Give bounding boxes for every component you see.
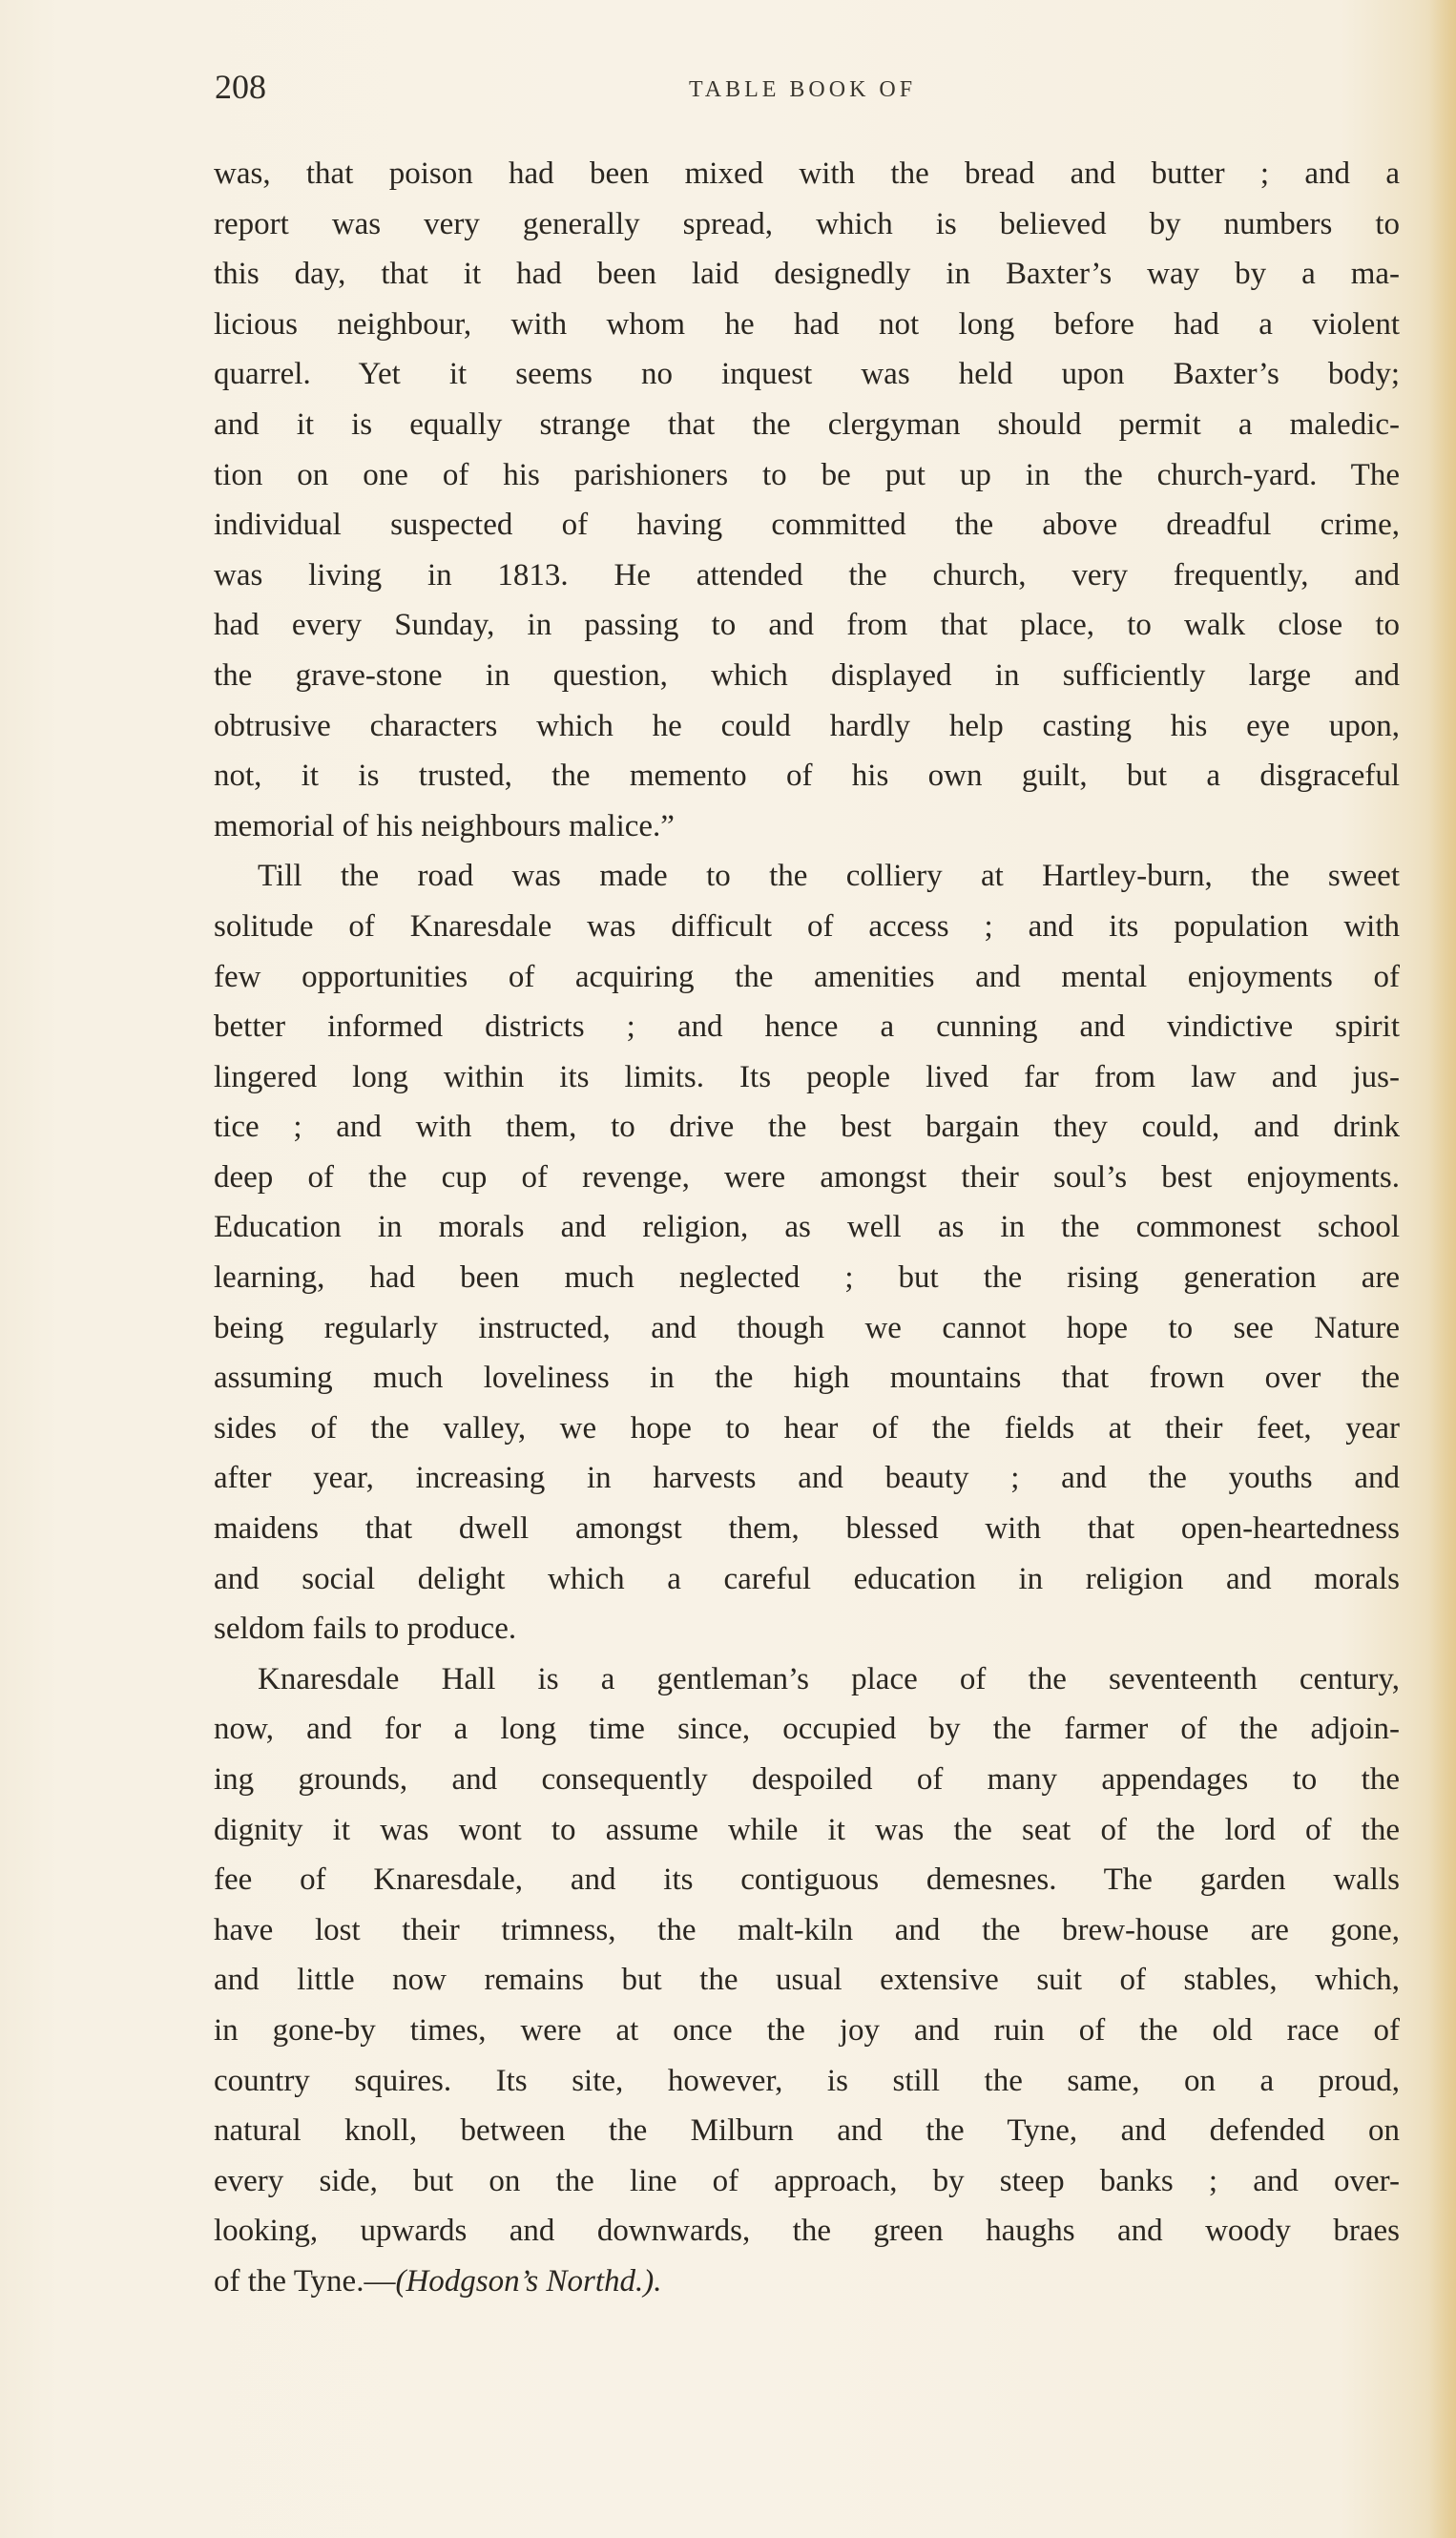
- running-title: TABLE BOOK OF: [689, 77, 917, 102]
- text-line: lingered long within its limits. Its people lived far from law and jus-: [214, 1059, 1400, 1094]
- page-edge-shading: [1429, 0, 1456, 2538]
- text-line: ing grounds, and consequently despoiled of many appendages to the: [214, 1762, 1400, 1797]
- text-line: seldom fails to produce.: [214, 1612, 517, 1647]
- paragraph-1: [214, 149, 1400, 851]
- text-line: maidens that dwell amongst them, blessed with that open-heartedness: [214, 1511, 1400, 1547]
- source-citation: (Hodgson’s Northd.).: [395, 2263, 662, 2299]
- text-line: solitude of Knaresdale was difficult of access ; and its population with: [214, 908, 1400, 944]
- page-number: 208: [215, 68, 266, 106]
- text-line: dignity it was wont to assume while it was the seat of the lord of the: [214, 1812, 1400, 1847]
- text-line: and social delight which a careful education in religion and morals: [214, 1561, 1400, 1596]
- text-line: was living in 1813. He attended the church, very frequently, and: [214, 557, 1400, 593]
- text-line: memorial of his neighbours malice.”: [214, 808, 675, 843]
- text-line: individual suspected of having committed the above dreadful crime,: [214, 508, 1400, 543]
- text-line: quarrel. Yet it seems no inquest was held upon Baxter’s body;: [214, 357, 1400, 392]
- text-line: sides of the valley, we hope to hear of the fields at their feet, year: [214, 1410, 1400, 1446]
- body-text: [214, 149, 1400, 2307]
- text-line: have lost their trimness, the malt-kiln and the brew-house are gone,: [214, 1912, 1400, 1947]
- page-header: [215, 67, 1407, 114]
- text-line: learning, had been much neglected ; but the rising generation are: [214, 1260, 1400, 1296]
- text-line: and it is equally strange that the clergyman should permit a maledic-: [214, 406, 1400, 442]
- text-line: had every Sunday, in passing to and from that place, to walk close to: [214, 608, 1400, 643]
- text-line: licious neighbour, with whom he had not long before had a violent: [214, 306, 1400, 342]
- text-line: fee of Knaresdale, and its contiguous demesnes. The garden walls: [214, 1862, 1400, 1898]
- text-line: after year, increasing in harvests and beauty ; and the youths and: [214, 1461, 1400, 1496]
- paragraph-3: [214, 1654, 1400, 2307]
- text-line: was, that poison had been mixed with the bread and butter ; and a: [214, 156, 1400, 191]
- text-line: obtrusive characters which he could hardly help casting his eye upon,: [214, 708, 1400, 743]
- text-line: not, it is trusted, the memento of his own guilt, but a disgraceful: [214, 759, 1400, 794]
- text-line: tion on one of his parishioners to be put up in the church-yard. The: [214, 457, 1400, 492]
- text-line: natural knoll, between the Milburn and the Tyne, and defended on: [214, 2113, 1400, 2149]
- text-line: now, and for a long time since, occupied by the farmer of the adjoin-: [214, 1712, 1400, 1747]
- paragraph-2: [214, 851, 1400, 1654]
- text-line: this day, that it had been laid designedly in Baxter’s way by a ma-: [214, 257, 1400, 292]
- text-line: deep of the cup of revenge, were amongst their soul’s best enjoyments.: [214, 1159, 1400, 1195]
- text-line: and little now remains but the usual extensive suit of stables, which,: [214, 1963, 1400, 1998]
- text-line: Till the road was made to the colliery at Hartley-burn, the sweet: [258, 859, 1400, 894]
- text-line: looking, upwards and downwards, the green haughs and woody braes: [214, 2214, 1400, 2249]
- text-line: Knaresdale Hall is a gentleman’s place of the seventeenth century,: [258, 1661, 1400, 1696]
- final-line-text: of the Tyne.—: [214, 2263, 396, 2299]
- text-line: Education in morals and religion, as well as in the commonest school: [214, 1210, 1400, 1245]
- text-line: in gone-by times, were at once the joy and ruin of the old race of: [214, 2012, 1400, 2048]
- text-line: the grave-stone in question, which displayed in sufficiently large and: [214, 657, 1400, 693]
- text-line: tice ; and with them, to drive the best bargain they could, and drink: [214, 1110, 1400, 1145]
- text-line: every side, but on the line of approach, by steep banks ; and over-: [214, 2163, 1400, 2198]
- text-line: report was very generally spread, which is believed by numbers to: [214, 206, 1400, 241]
- text-line: better informed districts ; and hence a cunning and vindictive spirit: [214, 1009, 1400, 1045]
- text-line: country squires. Its site, however, is still the same, on a proud,: [214, 2063, 1400, 2098]
- final-text-line: [214, 2257, 1400, 2307]
- text-line: few opportunities of acquiring the amenities and mental enjoyments of: [214, 959, 1400, 994]
- text-line: being regularly instructed, and though we cannot hope to see Nature: [214, 1310, 1400, 1345]
- text-line: assuming much loveliness in the high mountains that frown over the: [214, 1361, 1400, 1396]
